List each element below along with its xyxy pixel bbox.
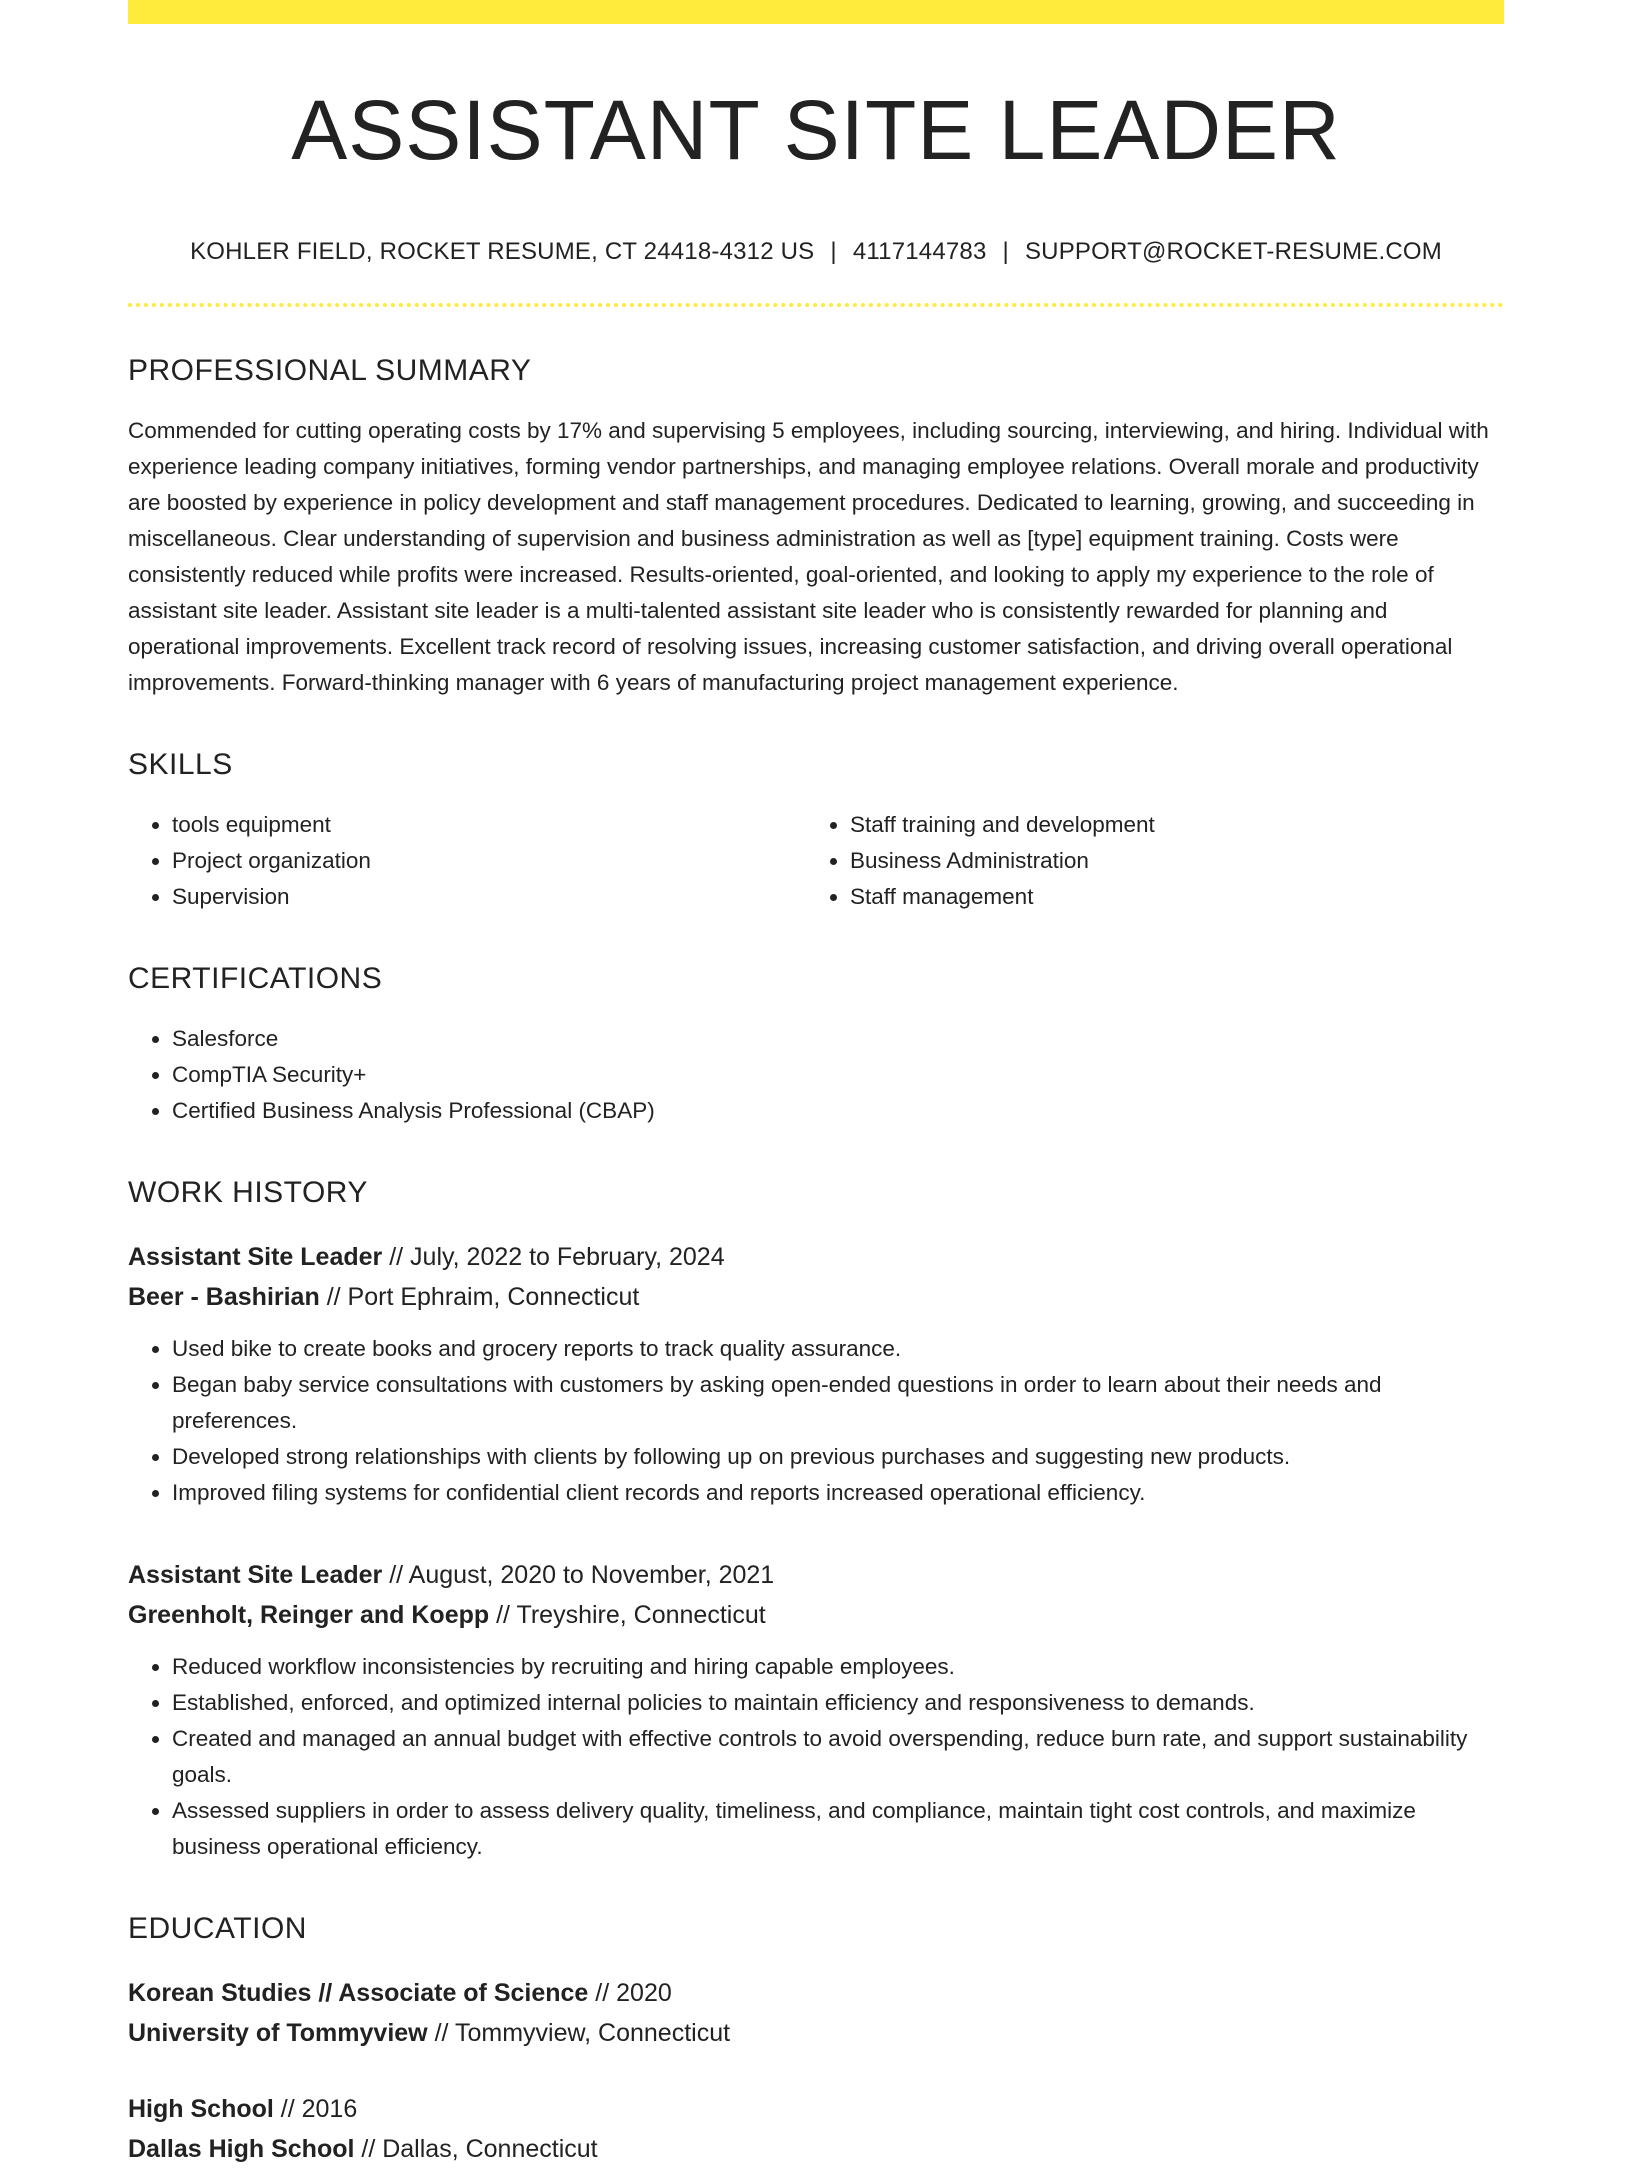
education-year: // 2020	[595, 1979, 672, 2008]
job-bullet: • Improved filing systems for confidential client records and reports increased operational efficiency.	[172, 1475, 1504, 1511]
job-company: Greenholt, Reinger and Koepp	[128, 1601, 490, 1630]
education-degree: High School	[128, 2095, 274, 2124]
job-bullet: • Reduced workflow inconsistencies by recruiting and hiring capable employees.	[172, 1649, 1504, 1685]
job-location: // Treyshire, Connecticut	[496, 1601, 766, 1630]
job-bullet: • Developed strong relationships with clients by following up on previous purchases and suggesting new products.	[172, 1439, 1504, 1475]
education-location: // Dallas, Connecticut	[361, 2135, 598, 2164]
contact-separator: |	[830, 238, 837, 266]
summary-heading: PROFESSIONAL SUMMARY	[128, 354, 532, 388]
education-section	[128, 1911, 1504, 2169]
header-divider	[128, 303, 1504, 307]
certification-item: • Salesforce	[172, 1021, 1504, 1057]
certifications-heading: CERTIFICATIONS	[128, 962, 383, 996]
skill-item: • Business Administration	[850, 843, 1484, 879]
skills-heading: SKILLS	[128, 748, 233, 782]
job-role-line	[128, 1555, 1504, 1595]
job-bullet: • Established, enforced, and optimized internal policies to maintain efficiency and responsiveness to demands.	[172, 1685, 1504, 1721]
contact-phone: 4117144783	[852, 238, 987, 266]
skills-list-left	[128, 807, 806, 915]
job-role: Assistant Site Leader	[128, 1243, 383, 1272]
job-bullet: • Began baby service consultations with customers by asking open-ended questions in order to learn about their needs and preferences.	[172, 1367, 1504, 1439]
skills-grid	[128, 807, 1504, 915]
skill-item: • Staff management	[850, 879, 1484, 915]
job-bullets	[128, 1331, 1504, 1511]
job-bullet: • Assessed suppliers in order to assess delivery quality, timeliness, and compliance, maintain tight cost controls, and maximize business operational efficiency.	[172, 1793, 1504, 1865]
skill-item: • Supervision	[172, 879, 806, 915]
certifications-list	[128, 1021, 1504, 1129]
skill-item: • Project organization	[172, 843, 806, 879]
education-year: // 2016	[280, 2095, 358, 2124]
resume-page	[128, 0, 1504, 2169]
education-school: University of Tommyview	[128, 2019, 428, 2048]
education-degree-line	[128, 2089, 1504, 2129]
certification-item: • CompTIA Security+	[172, 1057, 1504, 1093]
skill-item: • tools equipment	[172, 807, 806, 843]
skills-section	[128, 747, 1504, 915]
job-entry	[128, 1237, 1504, 1511]
education-location: // Tommyview, Connecticut	[434, 2019, 731, 2048]
skills-list-right	[806, 807, 1484, 915]
education-degree-line	[128, 1973, 1504, 2013]
job-role: Assistant Site Leader	[128, 1561, 383, 1590]
job-company-line	[128, 1595, 1504, 1635]
job-bullet: • Created and managed an annual budget with effective controls to avoid overspending, reduce burn rate, and support sustainability goals.	[172, 1721, 1504, 1793]
job-dates: // July, 2022 to February, 2024	[389, 1243, 725, 1272]
education-degree: Korean Studies // Associate of Science	[128, 1979, 589, 2008]
job-company: Beer - Bashirian	[128, 1283, 320, 1312]
job-bullet: • Used bike to create books and grocery reports to track quality assurance.	[172, 1331, 1504, 1367]
contact-email: SUPPORT@ROCKET-RESUME.COM	[1024, 238, 1442, 266]
job-entry	[128, 1555, 1504, 1865]
job-company-line	[128, 1277, 1504, 1317]
work-history-heading: WORK HISTORY	[128, 1176, 368, 1210]
job-dates: // August, 2020 to November, 2021	[389, 1561, 775, 1590]
resume-title: ASSISTANT SITE LEADER	[291, 83, 1341, 177]
top-accent-bar	[128, 0, 1504, 24]
contact-address: KOHLER FIELD, ROCKET RESUME, CT 24418-4312 US	[190, 238, 815, 266]
certifications-section	[128, 961, 1504, 1129]
education-entry	[128, 2089, 1504, 2169]
skill-item: • Staff training and development	[850, 807, 1484, 843]
job-role-line	[128, 1237, 1504, 1277]
education-school: Dallas High School	[128, 2135, 355, 2164]
education-school-line	[128, 2129, 1504, 2169]
summary-text: Commended for cutting operating costs by 17% and supervising 5 employees, including sourcing, interviewing, and hiring. Individual with experience leading company initiatives, forming vendor partnerships, and managing employee relations. Overall morale and productivity are boosted by experience in policy development and staff management procedures. Dedicated to learning, growing, and succeeding in miscellaneous. Clear understanding of supervision and business administration as well as [type] equipment training. Costs were consistently reduced while profits were increased. Results-oriented, goal-oriented, and looking to apply my experience to the role of assistant site leader. Assistant site leader is a multi-talented assistant site leader who is consistently rewarded for planning and operational improvements. Excellent track record of resolving issues, increasing customer satisfaction, and driving overall operational improvements. Forward-thinking manager with 6 years of manufacturing project management experience.	[128, 418, 1489, 696]
contact-line	[128, 238, 1504, 267]
education-heading: EDUCATION	[128, 1912, 307, 1946]
certification-item: • Certified Business Analysis Professional (CBAP)	[172, 1093, 1504, 1129]
contact-separator: |	[1002, 238, 1009, 266]
job-location: // Port Ephraim, Connecticut	[326, 1283, 640, 1312]
work-history-section	[128, 1175, 1504, 1865]
job-bullets	[128, 1649, 1504, 1865]
education-entry	[128, 1973, 1504, 2053]
education-school-line	[128, 2013, 1504, 2053]
summary-section	[128, 353, 1504, 701]
